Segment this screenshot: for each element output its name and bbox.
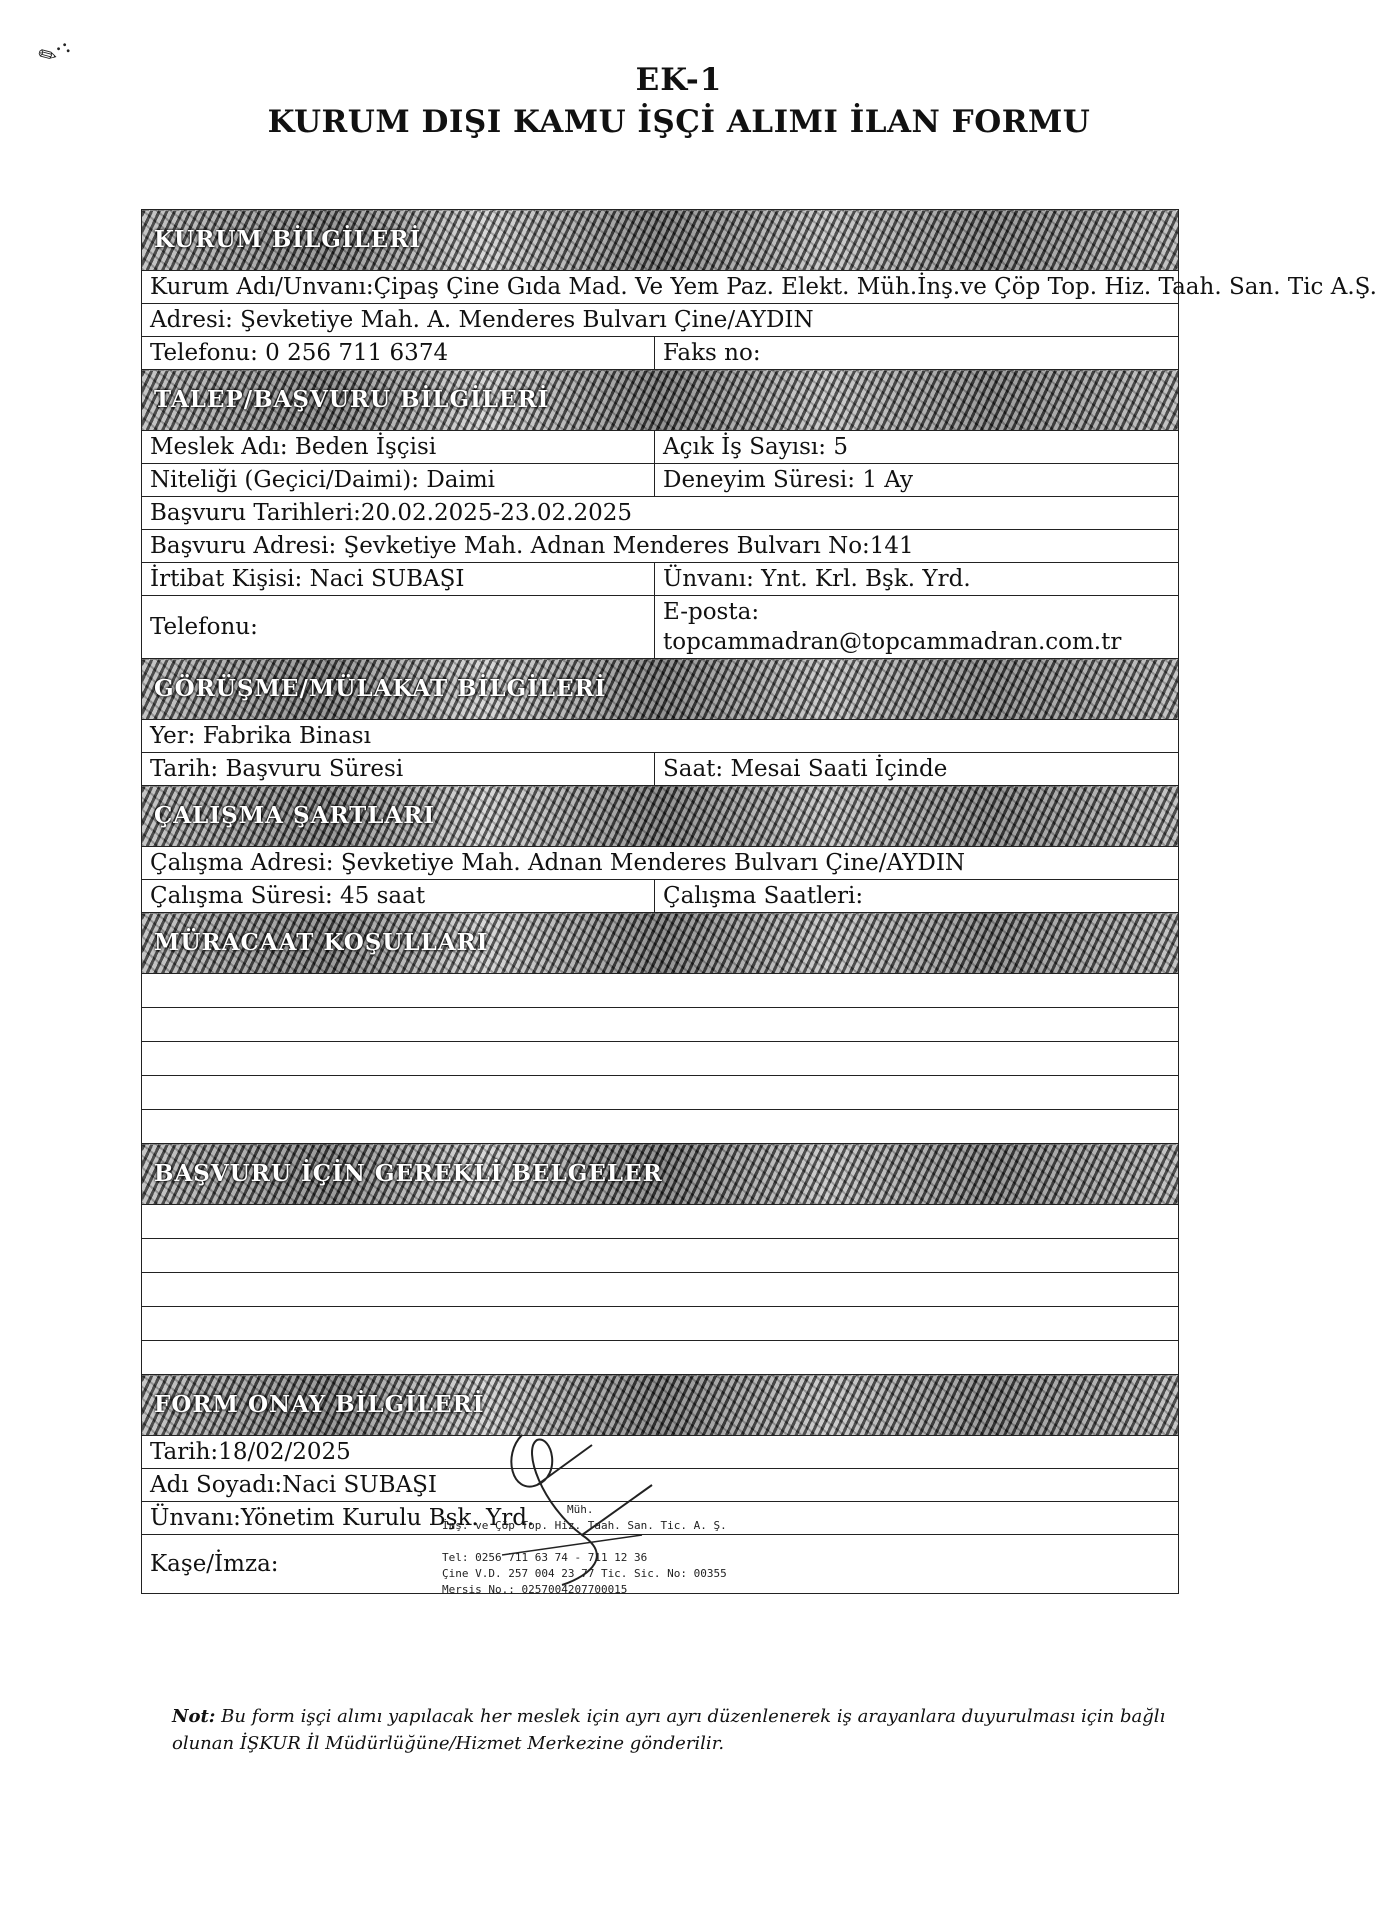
table-row [142, 720, 1179, 753]
stamp-signature-label: Kaşe/İmza: [150, 1551, 279, 1577]
approval-date: Tarih:18/02/2025 [142, 1436, 1179, 1469]
table-row [142, 1436, 1179, 1469]
contact-title: Ünvanı: Ynt. Krl. Bşk. Yrd. [655, 563, 1179, 596]
blank-row [142, 1341, 1179, 1375]
work-duration: Çalışma Süresi: 45 saat [142, 880, 655, 913]
section-heading: KURUM BİLGİLERİ [142, 210, 1179, 271]
table-row [142, 880, 1179, 913]
section-heading: GÖRÜŞME/MÜLAKAT BİLGİLERİ [142, 659, 1179, 720]
stamp-line: Tel: 0256 711 63 74 - 711 12 36 [442, 1551, 648, 1564]
table-row [142, 1535, 1179, 1594]
section-talep [142, 370, 1179, 431]
blank-row [142, 1110, 1179, 1144]
table-row [142, 304, 1179, 337]
experience-period: Deneyim Süresi: 1 Ay [655, 464, 1179, 497]
section-heading: ÇALIŞMA ŞARTLARI [142, 786, 1179, 847]
section-heading: FORM ONAY BİLGİLERİ [142, 1375, 1179, 1436]
footnote-text: Bu form işçi alımı yapılacak her meslek için ayrı ayrı düzenlenerek iş arayanlara duyurulması için bağlı olunan İŞKUR İl Müdürlüğüne/Hizmet Merkezine gönderilir. [172, 1706, 1166, 1754]
section-calisma [142, 786, 1179, 847]
form-title: KURUM DIŞI KAMU İŞÇİ ALIMI İLAN FORMU [267, 104, 1091, 140]
application-address: Başvuru Adresi: Şevketiye Mah. Adnan Menderes Bulvarı No:141 [142, 530, 1179, 563]
blank-row [142, 1273, 1179, 1307]
application-dates: Başvuru Tarihleri:20.02.2025-23.02.2025 [142, 497, 1179, 530]
email-address: topcammadran@topcammadran.com.tr [663, 629, 1122, 655]
blank-row [142, 1042, 1179, 1076]
stamp-line: Müh. [567, 1503, 594, 1516]
blank-row [142, 1239, 1179, 1273]
interview-place: Yer: Fabrika Binası [142, 720, 1179, 753]
email-label: E-posta: [663, 599, 760, 625]
table-row [142, 847, 1179, 880]
blank-row [142, 974, 1179, 1008]
blank-row [142, 1205, 1179, 1239]
stamp-line: İnş. ve Çöp Top. Hiz. Taah. San. Tic. A. Ş. [442, 1519, 727, 1532]
institution-fax: Faks no: [655, 337, 1179, 370]
scan-corner-mark: ✎·: [33, 33, 75, 72]
table-row [142, 464, 1179, 497]
section-muracaat [142, 913, 1179, 974]
table-row [142, 1469, 1179, 1502]
profession-name: Meslek Adı: Beden İşçisi [142, 431, 655, 464]
section-heading: BAŞVURU İÇİN GEREKLİ BELGELER [142, 1144, 1179, 1205]
footnote-label: Not: [172, 1706, 216, 1727]
stamp-line: Mersis No.: 0257004207700015 [442, 1583, 628, 1596]
interview-time: Saat: Mesai Saati İçinde [655, 753, 1179, 786]
footnote [172, 1703, 1212, 1757]
blank-row [142, 1307, 1179, 1341]
work-address: Çalışma Adresi: Şevketiye Mah. Adnan Menderes Bulvarı Çine/AYDIN [142, 847, 1179, 880]
table-row [142, 753, 1179, 786]
table-row [142, 563, 1179, 596]
open-positions: Açık İş Sayısı: 5 [655, 431, 1179, 464]
section-gorusme [142, 659, 1179, 720]
blank-row [142, 1008, 1179, 1042]
work-hours: Çalışma Saatleri: [655, 880, 1179, 913]
approver-title: Ünvanı:Yönetim Kurulu Bşk. Yrd. [142, 1502, 1179, 1535]
contact-person: İrtibat Kişisi: Naci SUBAŞI [142, 563, 655, 596]
table-row [142, 596, 1179, 659]
institution-address: Adresi: Şevketiye Mah. A. Menderes Bulvarı Çine/AYDIN [142, 304, 1179, 337]
section-onay [142, 1375, 1179, 1436]
page-title: EK-1 [635, 62, 723, 98]
table-row [142, 1502, 1179, 1535]
institution-name: Kurum Adı/Unvanı:Çipaş Çine Gıda Mad. Ve Yem Paz. Elekt. Müh.İnş.ve Çöp Top. Hiz. Taah. San. Tic A.Ş. [142, 271, 1179, 304]
announcement-form-table [141, 209, 1377, 1596]
job-nature: Niteliği (Geçici/Daimi): Daimi [142, 464, 655, 497]
table-row [142, 337, 1179, 370]
section-belgeler [142, 1144, 1179, 1205]
section-heading: TALEP/BAŞVURU BİLGİLERİ [142, 370, 1179, 431]
section-kurum [142, 210, 1179, 271]
institution-phone: Telefonu: 0 256 711 6374 [142, 337, 655, 370]
table-row [142, 497, 1179, 530]
contact-phone: Telefonu: [142, 596, 655, 659]
interview-date: Tarih: Başvuru Süresi [142, 753, 655, 786]
table-row [142, 431, 1179, 464]
table-row [142, 530, 1179, 563]
table-row [142, 271, 1179, 304]
contact-email-cell [655, 596, 1179, 659]
section-heading: MÜRACAAT KOŞULLARI [142, 913, 1179, 974]
stamp-line: Çine V.D. 257 004 23 77 Tic. Sic. No: 00355 [442, 1567, 727, 1580]
blank-row [142, 1076, 1179, 1110]
approver-name: Adı Soyadı:Naci SUBAŞI [142, 1469, 1179, 1502]
